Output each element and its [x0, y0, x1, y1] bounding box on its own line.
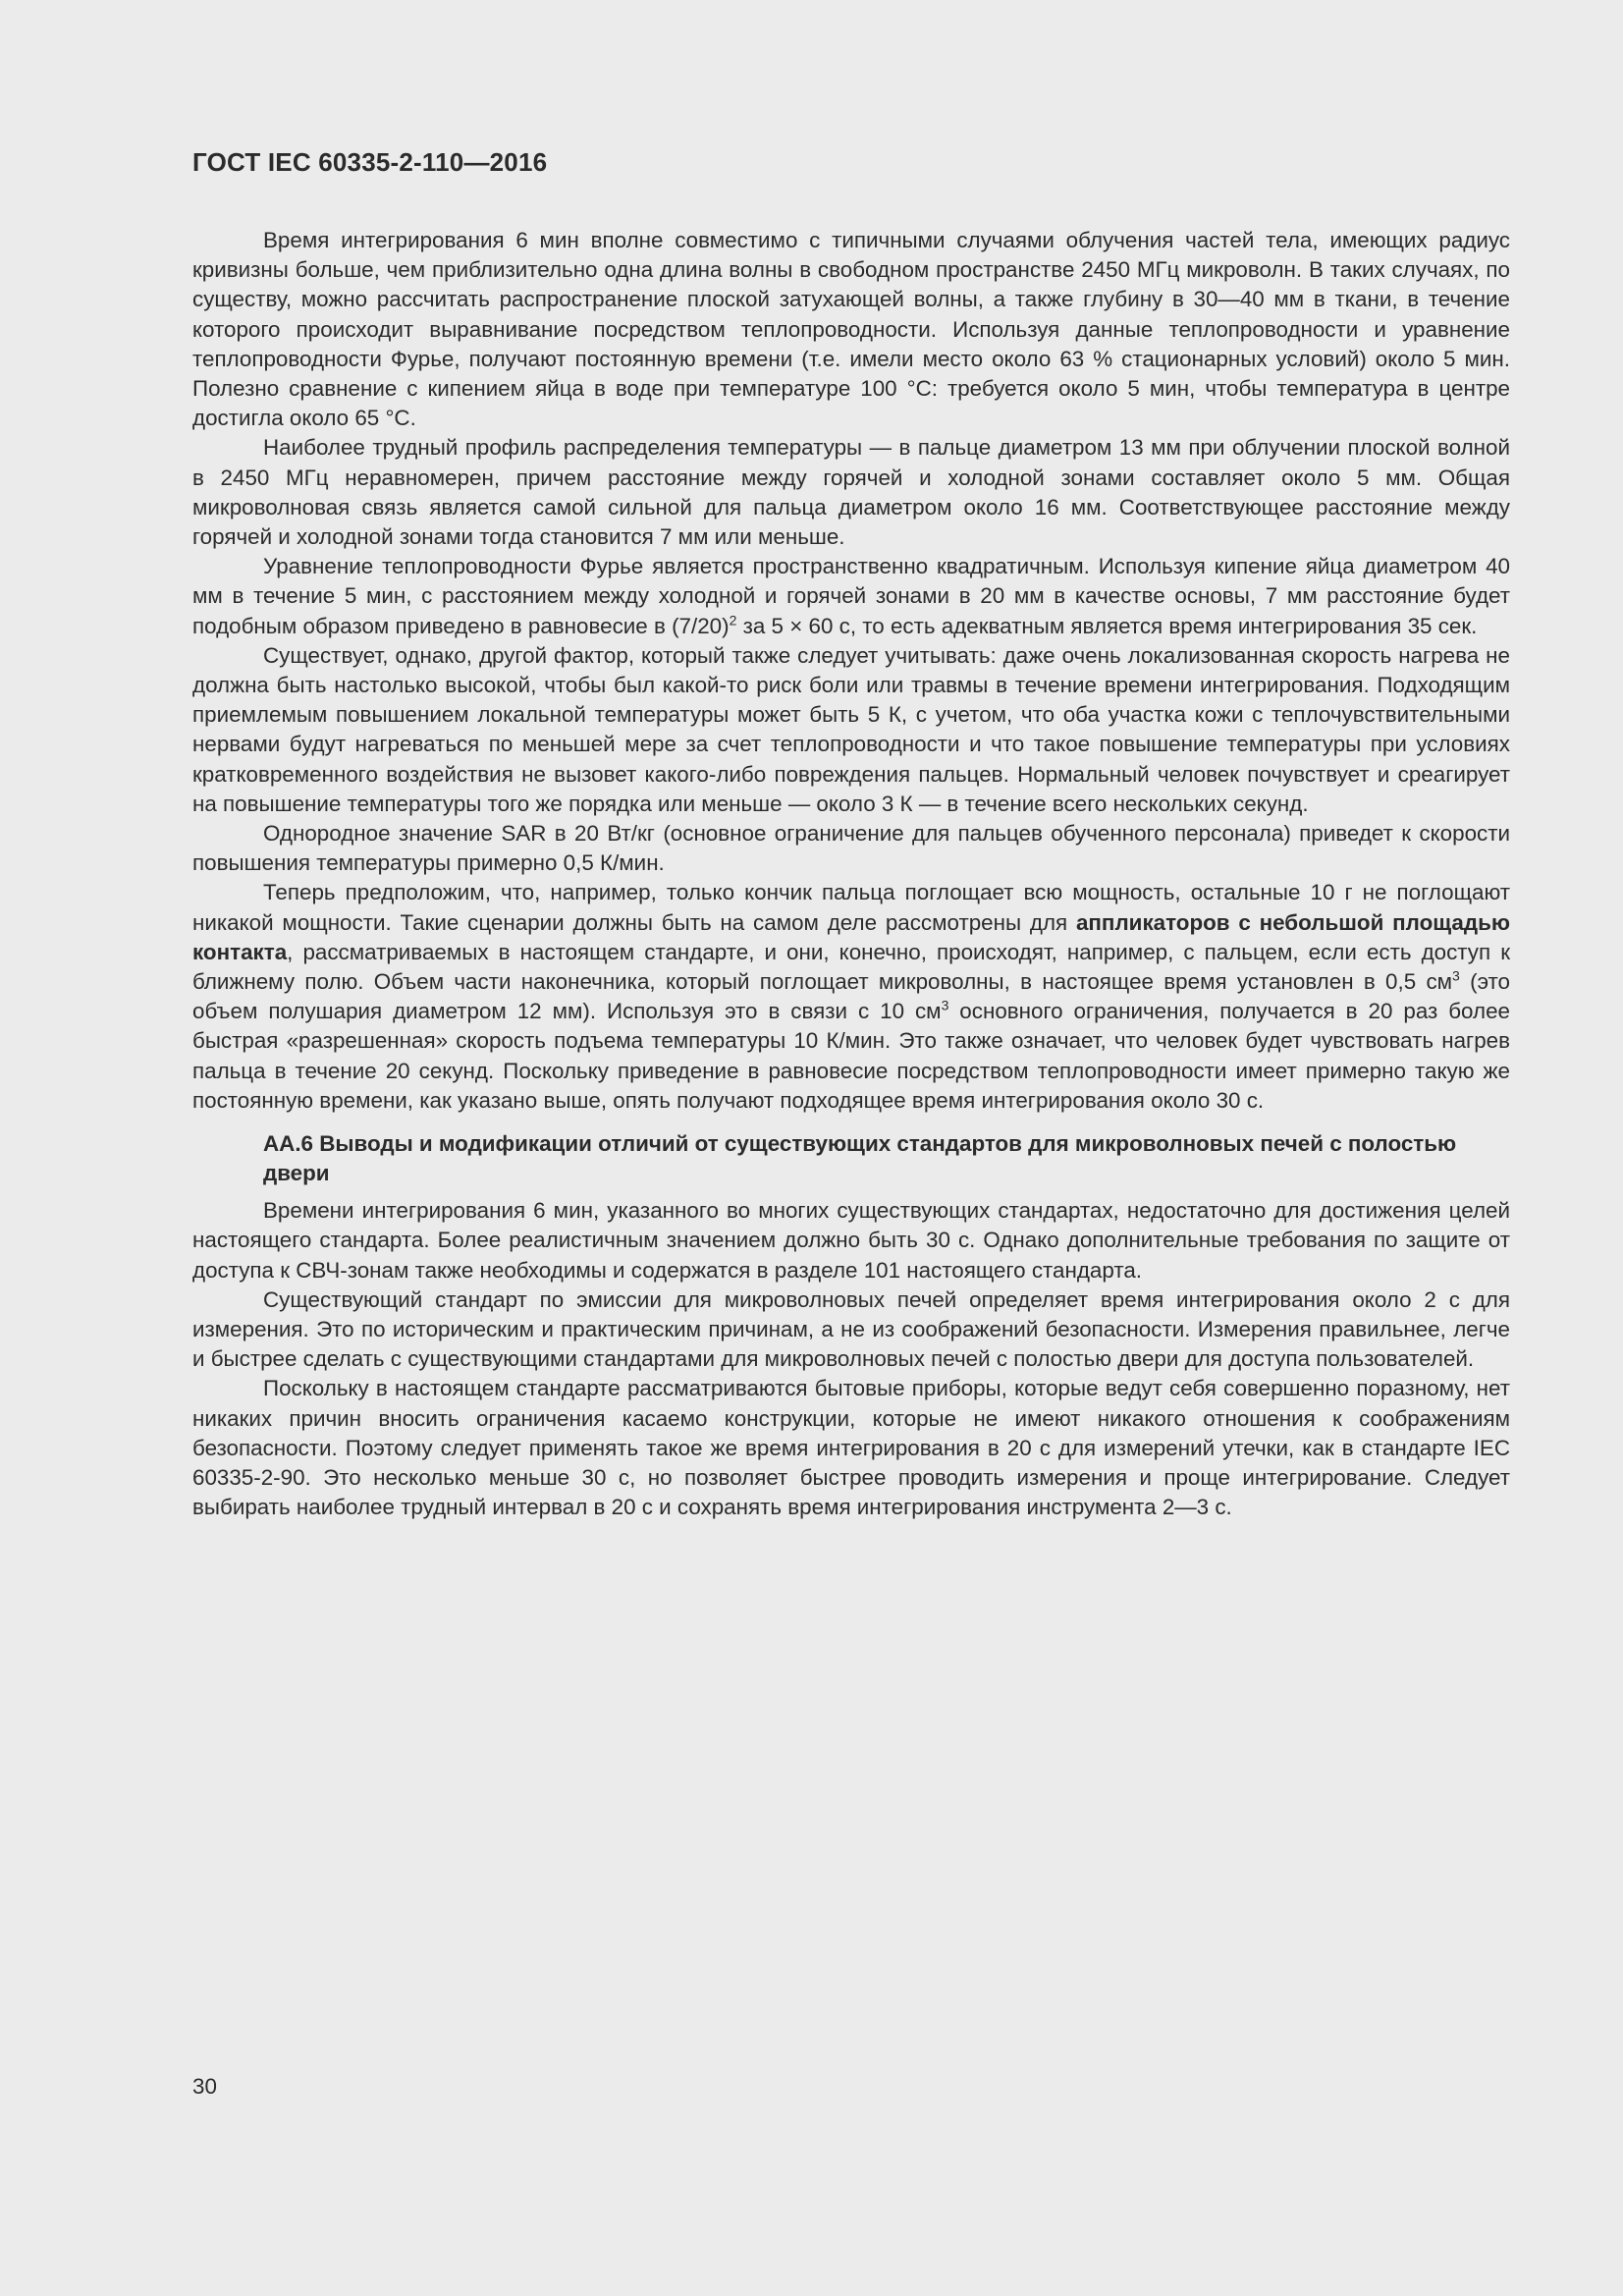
- paragraph: Наиболее трудный профиль распределения температуры — в пальце диаметром 13 мм при облучении плоской волной в 2450 МГц неравномерен, причем расстояние между горячей и холодной зонами составляет около 5 мм. Общая микроволновая связь является самой сильной для пальца диаметром около 16 мм. Соответствующее расстояние между горячей и холодной зонами тогда становится 7 мм или меньше.: [192, 435, 1510, 550]
- superscript: 3: [941, 997, 949, 1013]
- paragraph: Существует, однако, другой фактор, который также следует учитывать: даже очень локализованная скорость нагрева не должна быть настолько высокой, чтобы был какой-то риск боли или травмы в течение времени интегрирования. Подходящим приемлемым повышением локальной температуры может быть 5 К, с учетом, что оба участка кожи с теплочувствительными нервами будут нагреваться по меньшей мере за счет теплопроводности и что такое повышение температуры при условиях кратковременного воздействия не вызовет какого-либо повреждения пальцев. Нормальный человек почувствует и среагирует на повышение температуры того же порядка или меньше — около 3 К — в течение всего нескольких секунд.: [192, 642, 1510, 816]
- bold-term: аппликаторов с небольшой площадью контакта: [192, 909, 1510, 964]
- paragraph: Существующий стандарт по эмиссии для микроволновых печей определяет время интегрирования около 2 с для измерения. Это по историческим и практическим причинам, а не из соображений безопасности. Измерения правильнее, легче и быстрее сделать с существующими стандартами для микроволновых печей с полостью двери для доступа пользователей.: [192, 1286, 1510, 1372]
- paragraph: Времени интегрирования 6 мин, указанного во многих существующих стандартах, недостаточно для достижения целей настоящего стандарта. Более реалистичным значением должно быть 30 с. Однако дополнительные требования по защите от доступа к СВЧ-зонам также необходимы и содержатся в разделе 101 настоящего стандарта.: [192, 1198, 1510, 1283]
- paragraph: Поскольку в настоящем стандарте рассматриваются бытовые приборы, которые ведут себя совершенно поразному, нет никаких причин вносить ограничения касаемо конструкции, которые не имеют никакого отношения к соображениям безопасности. Поэтому следует применять такое же время интегрирования в 20 с для измерений утечки, как в стандарте IEC 60335-2-90. Это несколько меньше 30 с, но позволяет быстрее проводить измерения и проще интегрирование. Следует выбирать наиболее трудный интервал в 20 с и сохранять время интегрирования инструмента 2—3 с.: [192, 1376, 1510, 1520]
- paragraph: Однородное значение SAR в 20 Вт/кг (основное ограничение для пальцев обученного персонала) приведет к скорости повышения температуры примерно 0,5 К/мин.: [192, 821, 1510, 876]
- paragraph-text: , рассматриваемых в настоящем стандарте, и они, конечно, происходят, например, с пальцем, если есть доступ к ближнему полю. Объем части наконечника, который поглощает микроволны, в настоящее время установлен в 0,5 см: [192, 939, 1510, 995]
- paragraph-text: (это объем полушария диаметром 12 мм). Используя это в связи с 10 см: [192, 969, 1510, 1024]
- section-heading: АА.6 Выводы и модификации отличий от существующих стандартов для микроволновых печей с полостью двери: [263, 1131, 1457, 1186]
- page-number: 30: [192, 2074, 217, 2099]
- paragraph-text: Теперь предположим, что, например, только кончик пальца поглощает всю мощность, остальные 10 г не поглощают никакой мощности. Такие сценарии должны быть на самом деле рассмотрены для: [192, 880, 1510, 935]
- paragraph: [192, 552, 1510, 641]
- document-header: ГОСТ IEC 60335-2-110—2016: [192, 147, 548, 177]
- paragraph: [192, 878, 1510, 1116]
- superscript: 3: [1452, 967, 1460, 984]
- paragraph-text: основного ограничения, получается в 20 раз более быстрая «разрешенная» скорость подъема температуры 10 К/мин. Это также означает, что человек будет чувствовать нагрев пальца в течение 20 секунд. Поскольку приведение в равновесие посредством теплопроводности имеет примерно такую же постоянную времени, как указано выше, опять получают подходящее время интегрирования около 30 с.: [192, 999, 1510, 1113]
- paragraph: Время интегрирования 6 мин вполне совместимо с типичными случаями облучения частей тела, имеющих радиус кривизны больше, чем приблизительно одна длина волны в свободном пространстве 2450 МГц микроволн. В таких случаях, по существу, можно рассчитать распространение плоской затухающей волны, а также глубину в 30—40 мм в ткани, в течение которого происходит выравнивание посредством теплопроводности. Используя данные теплопроводности и уравнение теплопроводности Фурье, получают постоянную времени (т.е. имели место около 63 % стационарных условий) около 5 мин. Полезно сравнение с кипением яйца в воде при температуре 100 °С: требуется около 5 мин, чтобы температура в центре достигла около 65 °С.: [192, 228, 1510, 431]
- paragraph-text: Уравнение теплопроводности Фурье является пространственно квадратичным. Используя кипение яйца диаметром 40 мм в течение 5 мин, с расстоянием между холодной и горячей зонами в 20 мм в качестве основы, 7 мм расстояние будет подобным образом приведено в равновесие в (7/20): [192, 554, 1510, 638]
- paragraph-text: за 5 × 60 с, то есть адекватным является время интегрирования 35 сек.: [736, 613, 1478, 638]
- document-body: [192, 226, 1510, 1522]
- superscript: 2: [729, 612, 737, 629]
